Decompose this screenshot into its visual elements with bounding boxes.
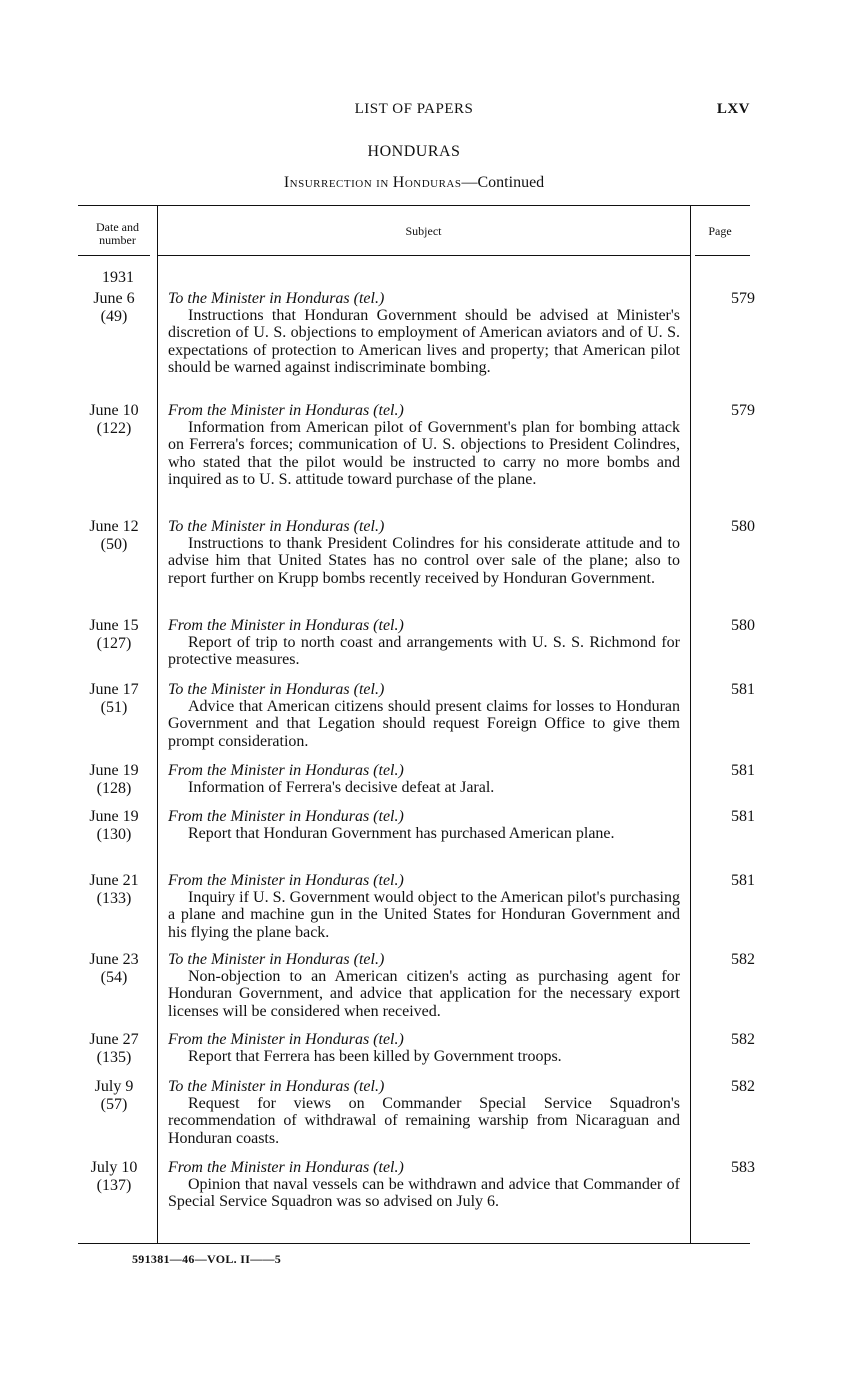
header-rule xyxy=(157,255,690,256)
printer-footer: 591381—46—VOL. II——5 xyxy=(132,1252,282,1266)
entry-subject xyxy=(168,872,680,941)
entry-page: 580 xyxy=(731,617,755,634)
entry-number: (49) xyxy=(100,308,128,325)
entry-date-text: July 10 xyxy=(90,1159,138,1176)
entry-subject xyxy=(168,518,680,587)
entry-summary: Request for views on Commander Special Service Squadron's recommendation of withdrawal of remaining warship from Nicaraguan and Honduran coasts. xyxy=(168,1095,680,1147)
section-heading-part: in xyxy=(376,174,389,191)
entry-date xyxy=(78,1159,150,1195)
entry-summary: Information from American pilot of Government's plan for bombing attack on Ferrera's forces; communication of U. S. objections to President Colindres, who stated that the pilot would be instructed to carry no more bombs and inquired as to U. S. attitude toward purchase of the plane. xyxy=(168,419,680,488)
entry-addressee: To the Minister in Honduras (tel.) xyxy=(168,681,385,698)
page-number-roman: LXV xyxy=(716,101,750,117)
entry-summary: Information of Ferrera's decisive defeat at Jaral. xyxy=(188,779,495,797)
entry-number: (50) xyxy=(100,536,128,553)
section-heading-suffix: —Continued xyxy=(461,174,545,191)
entry-summary: Inquiry if U. S. Government would object to the American pilot's purchasing a plane and machine gun in the United States for Honduran Government and his flying the plane back. xyxy=(168,889,680,941)
column-header-page: Page xyxy=(708,224,732,238)
entry-addressee: From the Minister in Honduras (tel.) xyxy=(168,1159,404,1176)
entry-summary: Report that Honduran Government has purchased American plane. xyxy=(188,825,615,843)
entry-addressee: To the Minister in Honduras (tel.) xyxy=(168,290,385,307)
entry-page: 580 xyxy=(731,518,755,535)
entry-subject xyxy=(168,808,680,842)
entry-number: (127) xyxy=(96,635,132,652)
entry-page: 581 xyxy=(731,872,755,889)
running-header xyxy=(78,101,750,123)
entry-date-text: June 12 xyxy=(89,518,139,535)
entry-number: (137) xyxy=(96,1177,132,1194)
entry-subject xyxy=(168,762,680,796)
entry-number: (128) xyxy=(96,780,132,797)
entry-page: 582 xyxy=(731,951,755,968)
entry-addressee: To the Minister in Honduras (tel.) xyxy=(168,1078,385,1095)
entry-date xyxy=(78,1031,150,1067)
entry-date xyxy=(78,402,150,438)
header-rule xyxy=(695,255,750,256)
entry-date xyxy=(78,1078,150,1114)
section-heading-part: Honduras xyxy=(392,174,462,191)
entry-subject xyxy=(168,681,680,750)
entry-subject xyxy=(168,290,680,376)
entry-date xyxy=(78,290,150,326)
entry-page: 583 xyxy=(731,1159,755,1176)
entry-number: (135) xyxy=(96,1049,132,1066)
entry-page: 582 xyxy=(731,1078,755,1095)
column-header-date xyxy=(78,221,157,247)
entry-date-text: June 10 xyxy=(89,402,139,419)
entry-number: (51) xyxy=(100,699,128,716)
entry-date-text: June 23 xyxy=(89,951,139,968)
entry-addressee: From the Minister in Honduras (tel.) xyxy=(168,402,404,419)
entry-date-text: June 19 xyxy=(89,762,139,779)
entry-page: 581 xyxy=(731,681,755,698)
entry-date-text: June 27 xyxy=(89,1031,139,1048)
entry-number: (133) xyxy=(96,890,132,907)
entry-date xyxy=(78,808,150,844)
column-divider xyxy=(690,206,691,1243)
entry-date-text: June 17 xyxy=(89,681,139,698)
papers-table xyxy=(78,205,755,1244)
year-label: 1931 xyxy=(102,269,134,286)
header-rule xyxy=(78,255,150,256)
entry-subject xyxy=(168,402,680,488)
section-heading xyxy=(78,174,750,192)
column-header-subject: Subject xyxy=(405,224,442,238)
entry-date xyxy=(78,872,150,908)
entry-date-text: June 21 xyxy=(89,872,139,889)
column-header-date-label: Date and number xyxy=(96,220,139,247)
entry-number: (130) xyxy=(96,826,132,843)
entry-subject xyxy=(168,1031,680,1065)
entry-number: (57) xyxy=(100,1096,128,1113)
entry-subject xyxy=(168,1159,680,1211)
entry-date xyxy=(78,951,150,987)
entry-date-text: June 6 xyxy=(93,290,135,307)
entry-page: 579 xyxy=(731,290,755,307)
entry-summary: Instructions that Honduran Government should be advised at Minister's discretion of U. S. objections to employment of American aviators and of U. S. expectations of protection to American lives and property; that American pilot should be warned against indiscriminate bombing. xyxy=(168,307,680,376)
entry-date-text: June 19 xyxy=(89,808,139,825)
entry-date xyxy=(78,617,150,653)
entry-addressee: To the Minister in Honduras (tel.) xyxy=(168,518,385,535)
entry-summary: Instructions to thank President Colindres for his considerate attitude and to advise him that United States has no control over sale of the plane; also to report further on Krupp bombs recently received by Honduran Government. xyxy=(168,535,680,587)
entry-date-text: July 9 xyxy=(94,1078,134,1095)
entry-date xyxy=(78,762,150,798)
country-heading: HONDURAS xyxy=(367,143,461,160)
entry-addressee: To the Minister in Honduras (tel.) xyxy=(168,951,385,968)
entry-addressee: From the Minister in Honduras (tel.) xyxy=(168,808,404,825)
entry-summary: Advice that American citizens should present claims for losses to Honduran Government and that Legation should request Foreign Office to give them prompt consideration. xyxy=(168,698,680,750)
entry-date xyxy=(78,681,150,717)
entry-addressee: From the Minister in Honduras (tel.) xyxy=(168,617,404,634)
entry-page: 582 xyxy=(731,1031,755,1048)
entry-summary: Opinion that naval vessels can be withdrawn and advice that Commander of Special Service Squadron was so advised on July 6. xyxy=(168,1176,680,1211)
entry-subject xyxy=(168,617,680,669)
entry-addressee: From the Minister in Honduras (tel.) xyxy=(168,762,404,779)
entry-summary: Non-objection to an American citizen's acting as purchasing agent for Honduran Government, and advice that application for the necessary export licenses will be considered when received. xyxy=(168,968,680,1020)
entry-subject xyxy=(168,1078,680,1147)
running-title: LIST OF PAPERS xyxy=(354,101,474,117)
entry-summary: Report of trip to north coast and arrangements with U. S. S. Richmond for protective measures. xyxy=(168,634,680,669)
entry-date-text: June 15 xyxy=(89,617,139,634)
entry-subject xyxy=(168,951,680,1020)
entry-number: (54) xyxy=(100,969,128,986)
entry-summary: Report that Ferrera has been killed by Government troops. xyxy=(188,1048,562,1066)
entry-addressee: From the Minister in Honduras (tel.) xyxy=(168,1031,404,1048)
entry-date xyxy=(78,518,150,554)
entry-addressee: From the Minister in Honduras (tel.) xyxy=(168,872,404,889)
entry-page: 581 xyxy=(731,808,755,825)
entry-page: 579 xyxy=(731,402,755,419)
entry-page: 581 xyxy=(731,762,755,779)
column-divider xyxy=(157,206,158,1243)
section-heading-part: Insurrection xyxy=(283,174,373,191)
entry-number: (122) xyxy=(96,420,132,437)
